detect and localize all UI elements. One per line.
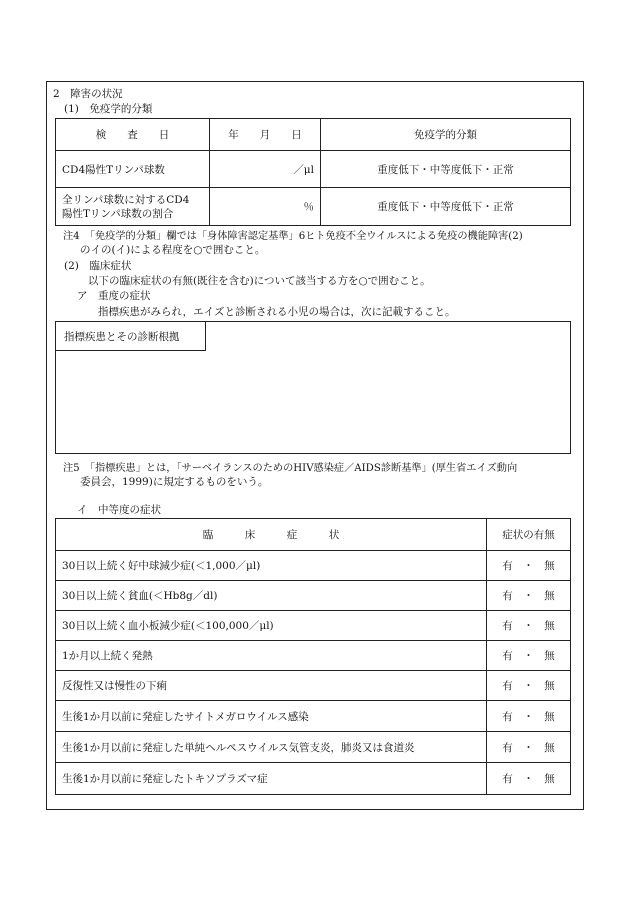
note5-line2: 委員会，1999)に規定するものをいう。	[80, 476, 269, 488]
note4-line2: のイの(イ)による程度を○で囲むこと。	[80, 244, 266, 256]
severe-symptoms-desc: 指標疾患がみられ，エイズと診断される小児の場合は，次に記載すること。	[98, 306, 456, 318]
symptom-row-label: 30日以上続く貧血(＜Hb8g／dl)	[56, 581, 487, 611]
immunology-table	[55, 118, 571, 226]
indicator-disease-label-cell	[55, 321, 206, 351]
row-ratio-unit[interactable]: ％	[210, 188, 321, 226]
symptom-row-label: 30日以上続く血小板減少症(＜100,000／μl)	[56, 611, 487, 641]
clinical-instructions: 以下の臨床症状の有無(既往を含む)について該当する方を○で囲むこと。	[88, 275, 431, 287]
row-ratio-label-line1: 全リンパ球数に対するCD4	[62, 193, 190, 206]
header-exam: 検 査 日	[56, 119, 210, 151]
severe-symptoms-heading: ア 重度の症状	[77, 290, 151, 302]
note5-line1: 注5 「指標疾患」とは，「サーベイランスのためのHIV感染症／AIDS診断基準」(厚生省エイズ動向	[63, 463, 518, 474]
symptom-row-label: 生後1か月以前に発症したトキソプラズマ症	[56, 763, 487, 795]
symptom-row-label: 30日以上続く好中球減少症(＜1,000／μl)	[56, 551, 487, 581]
note4-line1: 注4 「免疫学的分類」欄では「身体障害認定基準」6ヒト免疫不全ウイルスによる免疫の機能障害(2)	[63, 231, 523, 242]
header-date: 年 月 日	[210, 119, 321, 151]
subsection-clinical-heading: (2) 臨床症状	[64, 260, 132, 272]
moderate-symptoms-table	[55, 518, 571, 795]
row-ratio-label-line2: 陽性Tリンパ球数の割合	[62, 207, 174, 220]
presence-toggle[interactable]: 有 ・ 無	[487, 551, 571, 581]
symptom-row-label: 反復性又は慢性の下痢	[56, 671, 487, 701]
presence-toggle[interactable]: 有 ・ 無	[487, 732, 571, 763]
moderate-symptoms-heading: イ 中等度の症状	[77, 504, 161, 516]
header-symptom: 臨 床 症 状	[56, 519, 487, 551]
subsection-immunology-heading: (1) 免疫学的分類	[64, 103, 153, 115]
symptom-row-label: 生後1か月以前に発症した単純ヘルペスウイルス気管支炎，肺炎又は食道炎	[56, 732, 487, 763]
presence-toggle[interactable]: 有 ・ 無	[487, 671, 571, 701]
row-cd4-label: CD4陽性Tリンパ球数	[56, 151, 210, 188]
section-heading: 2 障害の状況	[53, 88, 123, 100]
row-cd4-unit[interactable]: ／μl	[210, 151, 321, 188]
indicator-disease-label: 指標疾患とその診断根拠	[64, 331, 180, 343]
row-ratio-label	[56, 188, 210, 226]
symptom-row-label: 1か月以上続く発熱	[56, 641, 487, 671]
presence-toggle[interactable]: 有 ・ 無	[487, 763, 571, 795]
presence-toggle[interactable]: 有 ・ 無	[487, 641, 571, 671]
presence-toggle[interactable]: 有 ・ 無	[487, 611, 571, 641]
row-cd4-classification[interactable]: 重度低下・中等度低下・正常	[321, 151, 571, 188]
row-ratio-classification[interactable]: 重度低下・中等度低下・正常	[321, 188, 571, 226]
presence-toggle[interactable]: 有 ・ 無	[487, 581, 571, 611]
header-classification: 免疫学的分類	[321, 119, 571, 151]
presence-toggle[interactable]: 有 ・ 無	[487, 701, 571, 732]
header-presence: 症状の有無	[487, 519, 571, 551]
symptom-row-label: 生後1か月以前に発症したサイトメガロウイルス感染	[56, 701, 487, 732]
